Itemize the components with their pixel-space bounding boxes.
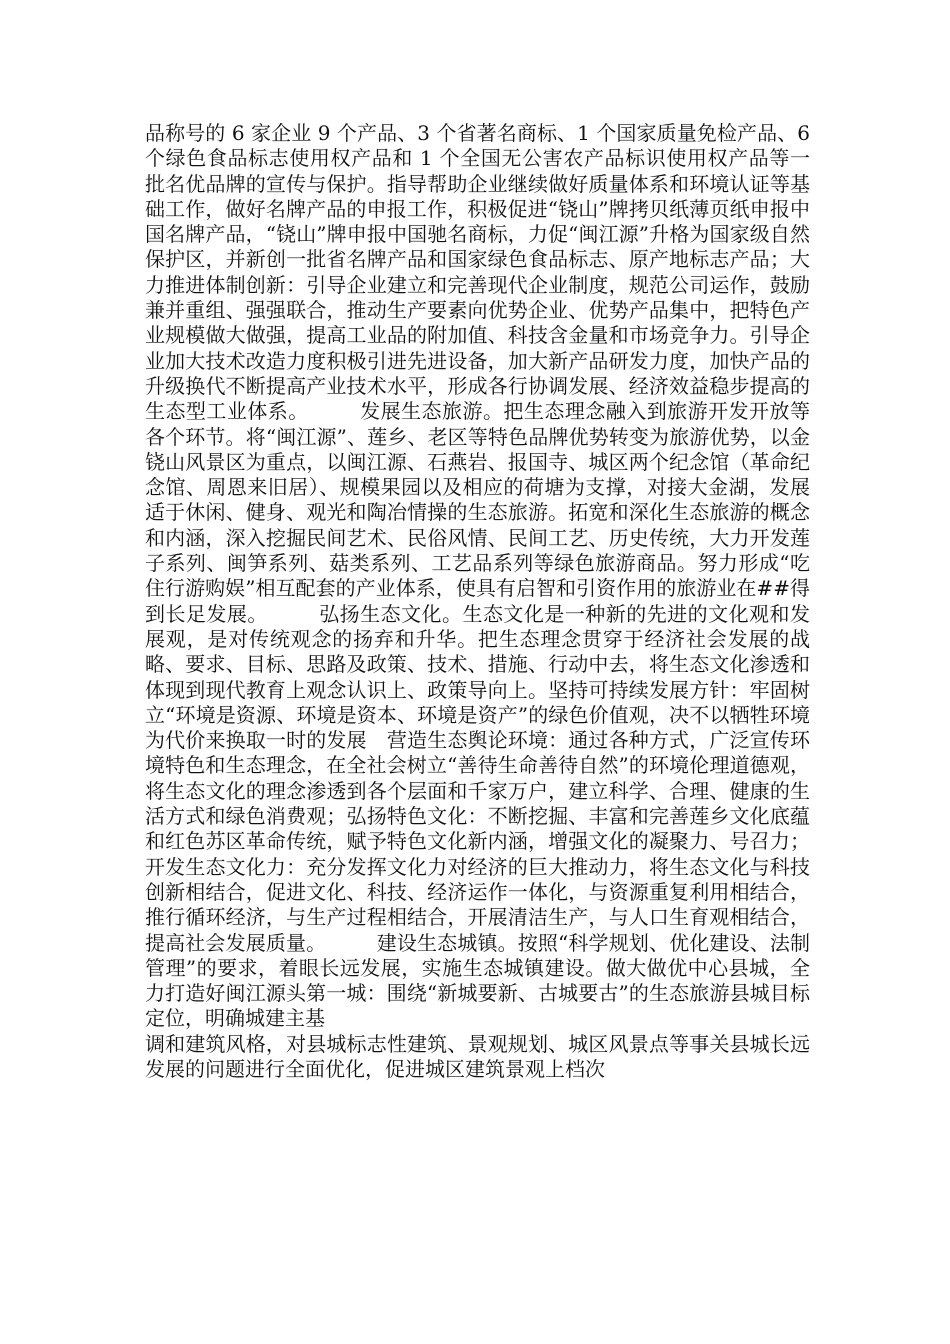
body-paragraph-1: 品称号的 6 家企业 9 个产品、3 个省著名商标、1 个国家质量免检产品、6 个绿色食品标志使用权产品和 1 个全国无公害农产品标识使用权产品等一批名优品牌的宣传与保护。指导帮助企业继续做好质量体系和环境认证等基础工作，做好名牌产品的申报工作，积极促进“铙山”牌拷贝纸薄页纸申报中国名牌产品，“铙山”牌申报中国驰名商标，力促“闽江源”升格为国家级自然保护区，并新创一批省名牌产品和国家绿色食品标志、原产地标志产品；大力推进体制创新：引导企业建立和完善现代企业制度，规范公司运作，鼓励兼并重组、强强联合，推动生产要素向优势企业、优势产品集中，把特色产业规模做大做强，提高工业品的附加值、科技含金量和市场竞争力。引导企业加大技术改造力度积极引进先进设备，加大新产品研发力度，加快产品的升级换代不断提高产业技术水平，形成各行协调发展、经济效益稳步提高的生态型工业体系。 发展生态旅游。把生态理念融入到旅游开发开放等各个环节。将“闽江源”、莲乡、老区等特色品牌优势转变为旅游优势，以金铙山风景区为重点，以闽江源、石燕岩、报国寺、城区两个纪念馆（革命纪念馆、周恩来旧居）、规模果园以及相应的荷塘为支撑，对接大金湖，发展适于休闲、健身、观光和陶冶情操的生态旅游。拓宽和深化生态旅游的概念和内涵，深入挖掘民间艺术、民俗风情、民间工艺、历史传统，大力开发莲子系列、闽笋系列、菇类系列、工艺品系列等绿色旅游商品。努力形成“吃住行游购娱”相互配套的产业体系，使具有启智和引资作用的旅游业在##得到长足发展。 弘扬生态文化。生态文化是一种新的先进的文化观和发展观，是对传统观念的扬弃和升华。把生态理念贯穿于经济社会发展的战略、要求、目标、思路及政策、技术、措施、行动中去，将生态文化渗透和体现到现代教育上观念认识上、政策导向上。坚持可持续发展方针：牢固树立“环境是资源、环境是资本、环境是资产”的绿色价值观，决不以牺牲环境为代价来换取一时的发展 营造生态舆论环境：通过各种方式，广泛宣传环境特色和生态理念，在全社会树立“善待生命善待自然”的环境伦理道德观，将生态文化的理念渗透到各个层面和千家万户，建立科学、合理、健康的生活方式和绿色消费观；弘扬特色文化：不断挖掘、丰富和完善莲乡文化底蕴和红色苏区革命传统，赋予特色文化新内涵，增强文化的凝聚力、号召力；开发生态文化力：充分发挥文化力对经济的巨大推动力，将生态文化与科技创新相结合，促进文化、科技、经济运作一体化，与资源重复利用相结合，推行循环经济，与生产过程相结合，开展清洁生产，与人口生育观相结合，提高社会发展质量。 建设生态城镇。按照“科学规划、优化建设、法制管理”的要求，着眼长远发展，实施生态城镇建设。做大做优中心县城，全力打造好闽江源头第一城：围绕“新城要新、古城要古”的生态旅游县城目标定位，明确城建主基 — [145, 121, 810, 1031]
document-page — [145, 121, 810, 1082]
body-paragraph-2: 调和建筑风格，对县城标志性建筑、景观规划、城区风景点等事关县城长远发展的问题进行全面优化，促进城区建筑景观上档次 — [145, 1031, 810, 1081]
